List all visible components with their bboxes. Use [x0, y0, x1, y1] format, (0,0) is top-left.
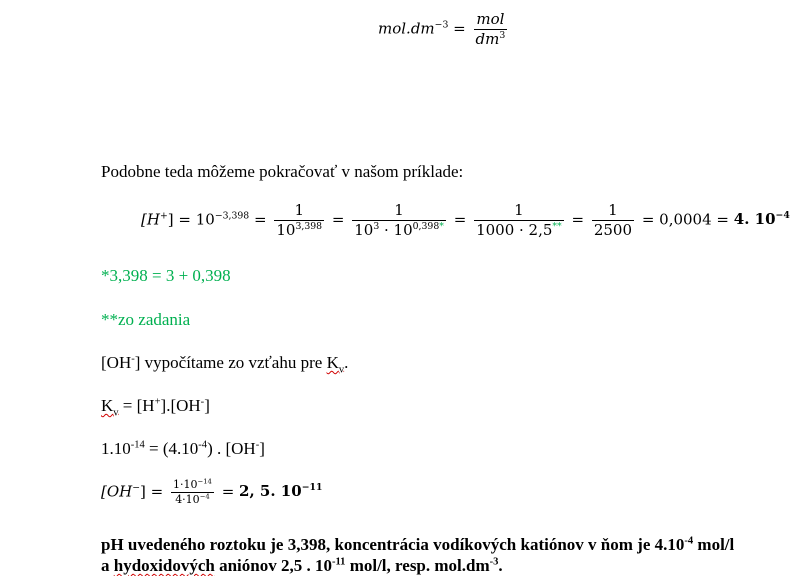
kv-line-mid: ].[OH — [160, 396, 201, 415]
conclusion-2b: aniónov 2,5 . 10 — [214, 556, 332, 575]
unit-lhs-exp: −3 — [434, 19, 449, 31]
calc-c: ) . [OH — [207, 439, 256, 458]
kv-line-eq: = [H — [118, 396, 155, 415]
oh-formula — [101, 478, 322, 507]
unit-num: mol — [474, 10, 508, 30]
h-eq4: = — [453, 210, 467, 229]
h-f2-den-a-exp: 3 — [373, 220, 380, 232]
ohf-lhs-sup: − — [132, 482, 141, 494]
oh-line-k-letter: K — [326, 353, 339, 372]
conclusion-1a: pH uvedeného roztoku je 3,398, koncentrácia vodíkových katiónov v ňom je 4.10 — [101, 535, 685, 554]
conclusion-line-1 — [101, 535, 734, 555]
unit-fraction — [474, 10, 508, 49]
kv-line-h-sup: + — [154, 396, 161, 408]
unit-lhs: mol.dm — [378, 19, 435, 38]
h-f4-den: 2500 — [593, 220, 633, 239]
h-f2-num: 1 — [352, 201, 446, 221]
h-f2-den-dot: · 10 — [379, 220, 413, 239]
ohf-eq: = — [221, 482, 235, 501]
h-exp1: −3,398 — [214, 210, 250, 222]
ohf-lhs: [OH — [101, 482, 133, 501]
calc-a: 1.10 — [101, 439, 131, 458]
conclusion-1-sup: -4 — [684, 535, 694, 547]
conclusion-2a: a — [101, 556, 114, 575]
conclusion-2-word: hydoxidových — [113, 556, 215, 575]
h-fraction-3 — [474, 201, 564, 240]
h-f4-num: 1 — [592, 201, 634, 221]
conclusion-2-sup2: -3 — [489, 556, 499, 568]
ohf-num — [171, 478, 214, 493]
calc-b: = (4.10 — [144, 439, 199, 458]
conclusion-line-2 — [101, 556, 503, 576]
conclusion-2-sup: -11 — [331, 556, 346, 568]
oh-line-a-sup: - — [131, 353, 135, 365]
h-f2-den — [352, 221, 446, 240]
calc-b-sup: -4 — [198, 439, 208, 451]
h-f1-den — [274, 221, 324, 240]
kv-line-k-letter: K — [101, 396, 114, 415]
kv-line-k — [101, 396, 119, 419]
h-result — [734, 210, 790, 228]
kv-line — [101, 396, 210, 419]
calc-d: ] — [259, 439, 265, 458]
ohf-result — [239, 482, 322, 500]
ohf-den — [171, 493, 214, 507]
h-f1-den-base: 10 — [276, 220, 296, 239]
conclusion-2c: mol/l, resp. mol.dm — [345, 556, 490, 575]
h-eq6: = 0,0004 = — [641, 210, 729, 229]
kv-line-k-sub: v — [113, 407, 119, 419]
ohf-result-exp: −11 — [301, 482, 323, 494]
ohf-result-base: 2, 5. 10 — [239, 482, 302, 501]
oh-line-a: [OH — [101, 353, 132, 372]
note-2: **zo zadania — [101, 310, 191, 329]
h-f3-star: ** — [552, 220, 562, 232]
oh-line-k-sub: v — [338, 364, 345, 376]
oh-line-k — [326, 353, 345, 376]
calc-line — [101, 439, 265, 459]
h-result-exp: −4 — [775, 210, 790, 222]
unit-formula — [378, 10, 510, 49]
h-eq5: = — [571, 210, 585, 229]
h-f1-num: 1 — [274, 201, 324, 221]
ohf-den-exp: −4 — [199, 492, 210, 501]
h-eq2: = — [254, 210, 267, 229]
kv-line-end: ] — [204, 396, 210, 415]
kv-line-oh-sup: - — [200, 396, 205, 408]
oh-line — [101, 353, 349, 376]
unit-den-base: dm — [475, 29, 500, 48]
h-fraction-4 — [592, 201, 634, 240]
h-lhs-close: ] — [167, 210, 174, 229]
h-f2-den-a: 10 — [354, 220, 374, 239]
h-f1-den-exp: 3,398 — [295, 220, 323, 232]
h-f3-den-text: 1000 · 2,5 — [476, 220, 553, 239]
unit-eq: = — [453, 19, 466, 38]
conclusion-1b: mol/l — [693, 535, 735, 554]
oh-line-b: ] vypočítame zo vzťahu pre — [134, 353, 327, 372]
h-eq3: = — [331, 210, 345, 229]
conclusion-2-end: . — [498, 556, 503, 575]
calc-a-sup: -14 — [130, 439, 145, 451]
h-f3-den — [474, 221, 564, 240]
h-f3-num: 1 — [474, 201, 564, 221]
h-lhs: [H — [141, 210, 160, 229]
h-lhs-sup: + — [159, 210, 168, 222]
note-1: *3,398 = 3 + 0,398 — [101, 266, 231, 285]
ohf-num-exp: −14 — [197, 477, 212, 486]
ohf-fraction — [171, 478, 214, 507]
ohf-den-base: 4·10 — [175, 492, 200, 506]
h-fraction-2 — [352, 201, 446, 240]
ohf-num-base: 1·10 — [173, 478, 198, 491]
unit-den — [474, 30, 508, 49]
intro-text: Podobne teda môžeme pokračovať v našom príklade: — [101, 162, 464, 181]
ohf-lhs-close: ] = — [140, 482, 164, 501]
unit-den-exp: 3 — [499, 29, 506, 41]
h-f2-den-b-exp: 0,398 — [412, 220, 440, 232]
h-eq1: = 10 — [178, 210, 215, 229]
h-fraction-1 — [274, 201, 324, 240]
h-f2-star: * — [439, 220, 444, 232]
calc-c-sup: - — [255, 439, 260, 451]
h-formula — [141, 201, 790, 240]
oh-line-end: . — [344, 353, 349, 372]
h-result-base: 4. 10 — [733, 210, 776, 229]
